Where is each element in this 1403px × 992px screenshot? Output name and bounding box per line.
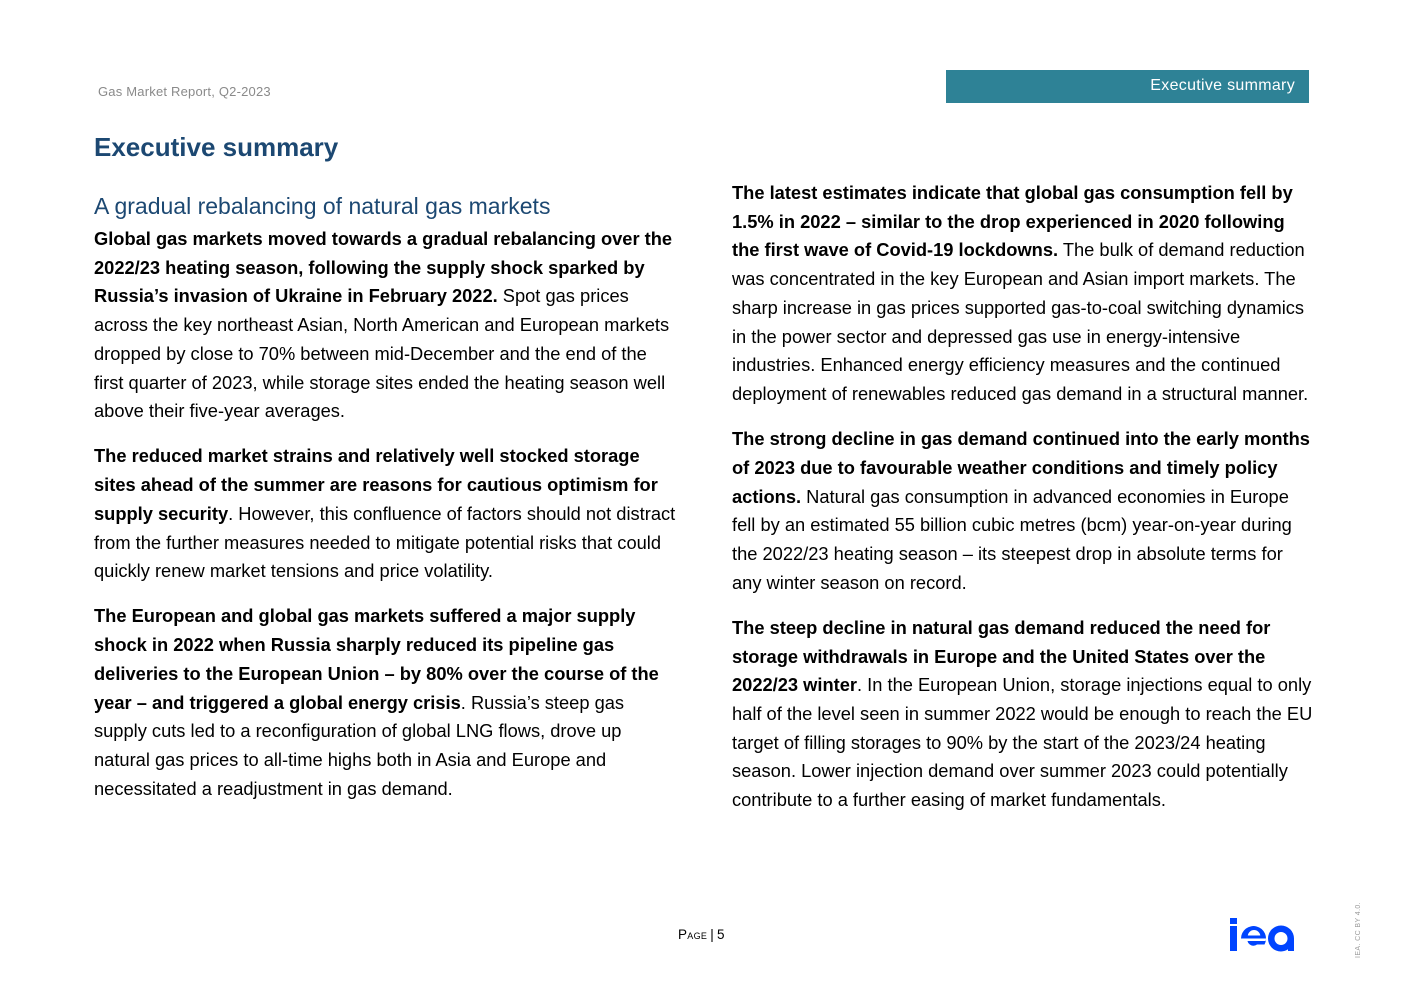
paragraph-lead: The strong decline in gas demand continued into the early months of 2023 due to favourable weather conditions and timely policy actions. [732, 428, 1310, 507]
paragraph-body: . However, this confluence of factors should not distract from the further measures needed to mitigate potential risks that could quickly renew market tensions and price volatility. [94, 502, 676, 582]
paragraph-body: . In the European Union, storage injections equal to only half of the level seen in summer 2022 would be enough to reach the EU target of filling storages to 90% by the start of the 2023/24 heating season. Lower injection demand over summer 2023 could potentially contribute to a further easing of market fundamentals. [732, 674, 1313, 811]
paragraph-lead: Global gas markets moved towards a gradual rebalancing over the 2022/23 heating season, following the supply shock sparked by Russia’s invasion of Ukraine in February 2022. [94, 228, 673, 307]
paragraph-body: The bulk of demand reduction was concentrated in the key European and Asian import markets. The sharp increase in gas prices supported gas-to-coal switching dynamics in the power sector and depressed gas use in energy-intensive industries. Enhanced energy efficiency measures and the continued deployment of renewables reduced gas demand in a structural manner. [732, 239, 1309, 404]
page-title: Executive summary [94, 132, 339, 162]
paragraph [94, 602, 676, 803]
report-title: Gas Market Report, Q2-2023 [98, 84, 271, 99]
iea-logo-icon [1228, 914, 1310, 954]
left-column [94, 190, 676, 820]
paragraph-lead: The steep decline in natural gas demand reduced the need for storage withdrawals in Europe and the United States over the 2022/23 winter [732, 616, 1271, 696]
page-separator: | [710, 927, 715, 942]
right-column [732, 179, 1314, 831]
paragraph [94, 225, 676, 426]
page-number-value: 5 [717, 927, 725, 942]
section-subheading: A gradual rebalancing of natural gas markets [94, 193, 551, 219]
paragraph-body: Spot gas prices across the key northeast Asian, North American and European markets dropped by close to 70% between mid-December and the end of the first quarter of 2023, while storage sites ended the heating season well above their five-year averages. [94, 285, 670, 422]
paragraph [732, 425, 1314, 597]
paragraph-body: . Russia’s steep gas supply cuts led to a reconfiguration of global LNG flows, drove up natural gas prices to all-time highs both in Asia and Europe and necessitated a readjustment in gas demand. [94, 691, 625, 799]
page-number [678, 927, 725, 942]
paragraph-lead: The European and global gas markets suffered a major supply shock in 2022 when Russia sharply reduced its pipeline gas deliveries to the European Union – by 80% over the course of the year – and triggered a global energy crisis [94, 605, 659, 713]
paragraph-body: Natural gas consumption in advanced economies in Europe fell by an estimated 55 billion cubic metres (bcm) year-on-year during the 2022/23 heating season – its steepest drop in absolute terms for any winter season on record. [732, 485, 1292, 593]
section-tab: Executive summary [946, 70, 1309, 103]
paragraph [732, 614, 1314, 815]
paragraph-lead: The latest estimates indicate that global gas consumption fell by 1.5% in 2022 – similar to the drop experienced in 2020 following the first wave of Covid-19 lockdowns. [732, 182, 1293, 261]
paragraph-lead: The reduced market strains and relatively well stocked storage sites ahead of the summer are reasons for cautious optimism for supply security [94, 445, 658, 524]
license-note: IEA. CC BY 4.0. [1355, 901, 1362, 958]
paragraph [94, 442, 676, 586]
paragraph [732, 179, 1314, 409]
page-label: Page [678, 927, 708, 942]
